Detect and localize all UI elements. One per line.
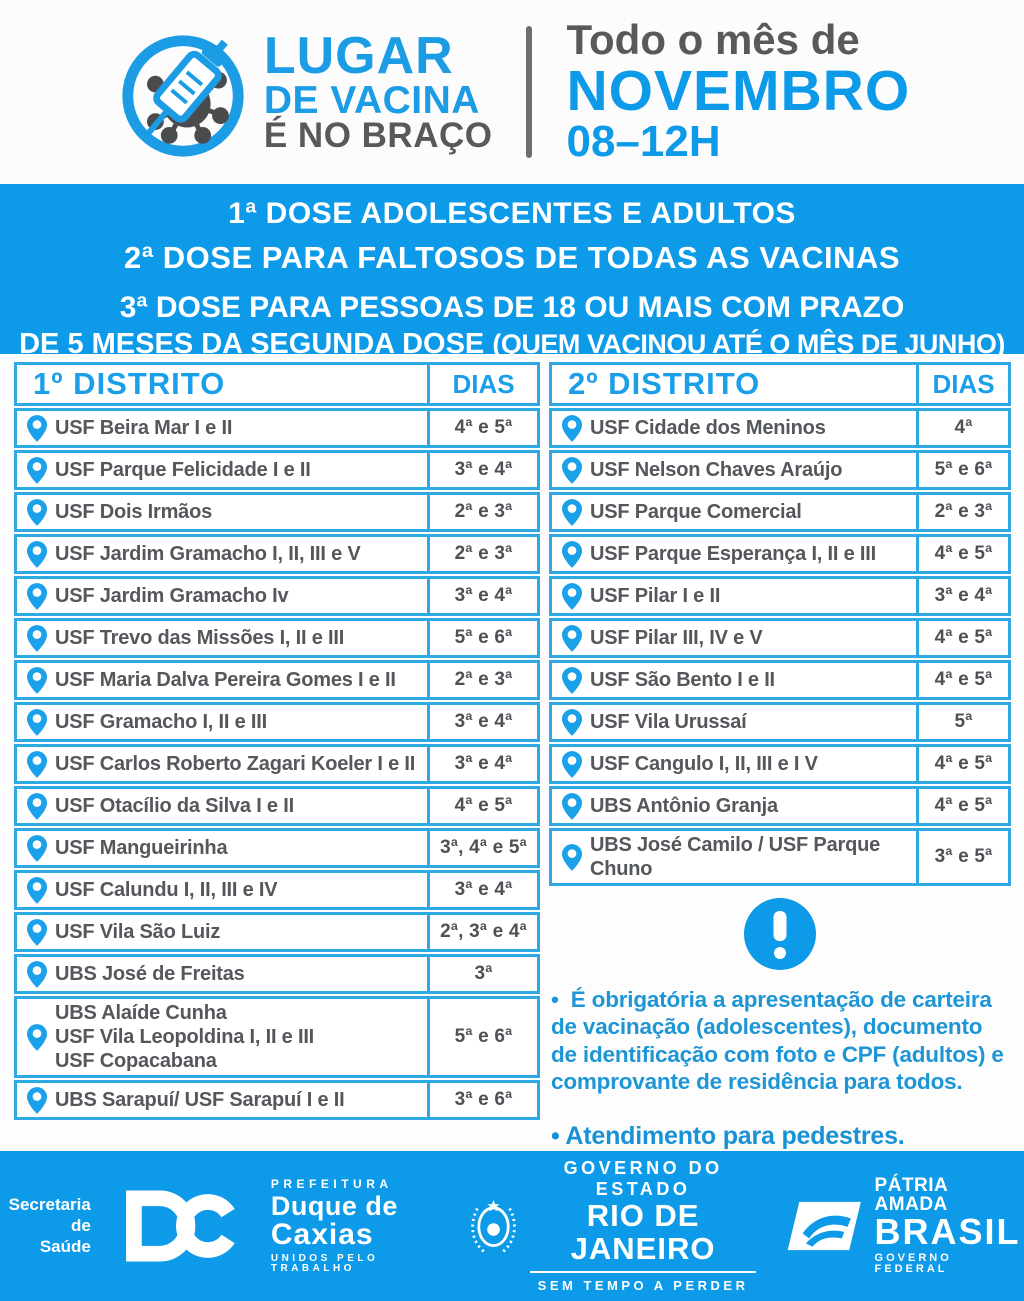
days-cell: 4ª e 5ª	[916, 537, 1008, 571]
location-pin-icon	[27, 667, 47, 694]
location-pin-icon	[27, 793, 47, 820]
facility-cell	[17, 915, 427, 949]
days-cell: 5ª	[916, 705, 1008, 739]
governo-federal-text	[875, 1176, 1024, 1275]
facility-cell	[552, 579, 916, 613]
district2-rows	[549, 408, 1011, 886]
days-cell: 3ª e 4ª	[427, 705, 537, 739]
location-pin-icon	[27, 499, 47, 526]
location-pin-icon	[562, 541, 582, 568]
logo-line1: LUGAR	[263, 27, 454, 86]
facility-cell	[552, 453, 916, 487]
table-row	[14, 450, 540, 490]
facility-name: UBS José de Freitas	[55, 963, 245, 985]
facility-name: USF Vila Urussaí	[590, 711, 747, 733]
location-pin-icon	[27, 457, 47, 484]
days-cell: 3ª e 4ª	[427, 747, 537, 781]
days-cell: 2ª e 3ª	[427, 663, 537, 697]
district2-title: 2º DISTRITO	[568, 366, 761, 401]
prefeitura-name1: Duque de	[270, 1190, 398, 1221]
facility-name: USF Gramacho I, II e III	[55, 711, 267, 733]
facility-cell	[17, 789, 427, 823]
location-pin-icon	[27, 583, 47, 610]
table-row	[14, 408, 540, 448]
secretaria-line2: Saúde	[39, 1237, 91, 1257]
brasil-flag-icon	[786, 1198, 863, 1254]
facility-cell	[17, 537, 427, 571]
notice	[549, 898, 1011, 1151]
facility-name: USF Mangueirinha	[55, 837, 228, 859]
days-cell: 3ª e 4ª	[427, 579, 537, 613]
location-pin-icon	[562, 625, 582, 652]
schedule-block	[566, 16, 911, 167]
facility-cell	[17, 411, 427, 445]
table-row	[549, 450, 1011, 490]
facility-name: USF Cangulo I, II, III e I V	[590, 753, 818, 775]
days-cell: 4ª e 5ª	[916, 747, 1008, 781]
table-row	[549, 576, 1011, 616]
banner-line2: 2ª DOSE PARA FALTOSOS DE TODAS AS VACINAS	[123, 240, 901, 275]
exclamation-dot	[774, 947, 786, 959]
dose-banner	[0, 184, 1024, 360]
facility-name: USF Cidade dos Meninos	[590, 417, 826, 439]
table-row	[549, 702, 1011, 742]
days-cell: 3ª	[427, 957, 537, 991]
facility-name: UBS José Camilo / USF Parque Chuno	[590, 834, 881, 880]
table-row	[14, 744, 540, 784]
table-row	[14, 702, 540, 742]
notice-pedestrians	[551, 1122, 1009, 1151]
syringe-virus-icon	[114, 23, 252, 161]
days-cell: 2ª, 3ª e 4ª	[427, 915, 537, 949]
table-row	[549, 492, 1011, 532]
location-pin-icon	[562, 499, 582, 526]
facility-cell	[17, 999, 427, 1075]
facility-name: USF Parque Felicidade I e II	[55, 459, 311, 481]
prefeitura-text	[271, 1178, 439, 1274]
notice-paragraph	[551, 986, 1009, 1096]
banner-line3: 3ª DOSE PARA PESSOAS DE 18 OU MAIS COM PRAZO	[119, 291, 905, 324]
governo-estado-slogan: SEM TEMPO A PERDER	[530, 1271, 756, 1293]
logo-line3: É NO BRAÇO	[263, 115, 493, 155]
table-row	[14, 1080, 540, 1120]
days-cell: 3ª, 4ª e 5ª	[427, 831, 537, 865]
facility-name: USF Parque Comercial	[590, 501, 802, 523]
facility-name: USF Trevo das Missões I, II e III	[55, 627, 345, 649]
schedule-month-prefix: Todo o mês de	[566, 16, 860, 64]
banner-line1: 1ª DOSE ADOLESCENTES E ADULTOS	[228, 197, 796, 230]
location-pin-icon	[562, 709, 582, 736]
location-pin-icon	[27, 751, 47, 778]
facility-cell	[552, 411, 916, 445]
district1-header	[14, 362, 540, 406]
secretaria-line1: Secretaria de	[8, 1194, 91, 1236]
days-cell: 3ª e 4ª	[427, 873, 537, 907]
table-row	[549, 828, 1011, 886]
days-cell: 2ª e 3ª	[427, 495, 537, 529]
location-pin-icon	[27, 877, 47, 904]
facility-name: USF Beira Mar I e II	[55, 417, 233, 439]
district2-column	[549, 362, 1011, 1151]
location-pin-icon	[27, 961, 47, 988]
table-row	[549, 618, 1011, 658]
facility-cell	[17, 873, 427, 907]
table-row	[14, 954, 540, 994]
campaign-logo	[114, 23, 493, 161]
days-cell: 3ª e 4ª	[916, 579, 1008, 613]
location-pin-icon	[562, 583, 582, 610]
days-cell: 5ª e 6ª	[427, 621, 537, 655]
facility-cell	[552, 663, 916, 697]
district1-rows	[14, 408, 540, 1120]
logo-line2: DE VACINA	[263, 78, 480, 122]
campaign-logo-text	[263, 27, 493, 155]
location-pin-icon	[27, 1087, 47, 1114]
location-pin-icon	[27, 835, 47, 862]
governo-federal-label: GOVERNO FEDERAL	[874, 1252, 952, 1276]
table-row	[549, 408, 1011, 448]
district2-days-header: DIAS	[916, 365, 1008, 403]
days-cell: 4ª e 5ª	[916, 621, 1008, 655]
notice-pedestrians-text: Atendimento para pedestres.	[565, 1121, 905, 1150]
governo-estado-text	[530, 1158, 756, 1293]
facility-cell	[17, 957, 427, 991]
header	[0, 0, 1024, 184]
facility-cell	[17, 495, 427, 529]
prefeitura-slogan: UNIDOS PELO TRABALHO	[270, 1252, 379, 1274]
district2-header	[549, 362, 1011, 406]
days-cell: 4ª	[916, 411, 1008, 445]
facility-name: USF Carlos Roberto Zagari Koeler I e II	[55, 753, 416, 775]
facility-name: UBS Sarapuí/ USF Sarapuí I e II	[55, 1089, 345, 1111]
prefeitura-logo	[121, 1187, 241, 1265]
facility-cell	[17, 621, 427, 655]
days-cell: 2ª e 3ª	[427, 537, 537, 571]
table-row	[549, 660, 1011, 700]
location-pin-icon	[562, 751, 582, 778]
header-divider	[526, 26, 532, 158]
location-pin-icon	[562, 667, 582, 694]
facility-name: USF São Bento I e II	[590, 669, 775, 691]
governo-estado-line2: RIO DE JANEIRO	[570, 1198, 716, 1266]
district1-title: 1º DISTRITO	[33, 366, 226, 401]
days-cell: 2ª e 3ª	[916, 495, 1008, 529]
table-row	[14, 786, 540, 826]
facility-cell	[552, 747, 916, 781]
patria-amada-label: PÁTRIA AMADA	[874, 1175, 948, 1216]
footer	[0, 1151, 1024, 1301]
district1-days-header: DIAS	[427, 365, 537, 403]
days-cell: 3ª e 6ª	[427, 1083, 537, 1117]
facility-name: USF Pilar III, IV e V	[590, 627, 763, 649]
location-pin-icon	[27, 1024, 47, 1051]
prefeitura-label: PREFEITURA	[270, 1176, 393, 1191]
district1-table	[14, 362, 540, 1120]
facility-name: USF Jardim Gramacho Iv	[55, 585, 289, 607]
table-row	[14, 534, 540, 574]
facility-cell	[17, 831, 427, 865]
exclamation-bar	[774, 911, 787, 941]
location-pin-icon	[562, 793, 582, 820]
dc-monogram-icon	[121, 1187, 241, 1265]
days-cell: 4ª e 5ª	[916, 789, 1008, 823]
facility-name: USF Calundu I, II, III e IV	[55, 879, 278, 901]
days-cell: 4ª e 5ª	[427, 411, 537, 445]
facility-cell	[552, 621, 916, 655]
facility-name: USF Maria Dalva Pereira Gomes I e II	[55, 669, 396, 691]
days-cell: 3ª e 5ª	[916, 831, 1008, 883]
facility-name: USF Parque Esperança I, II e III	[590, 543, 876, 565]
table-row	[14, 576, 540, 616]
location-pin-icon	[562, 457, 582, 484]
governo-estado-line1: GOVERNO DO ESTADO	[563, 1158, 723, 1200]
facility-name: UBS Alaíde Cunha USF Vila Leopoldina I, II e III USF Copacabana	[55, 1002, 315, 1072]
days-cell: 3ª e 4ª	[427, 453, 537, 487]
facility-cell	[552, 495, 916, 529]
facility-cell	[17, 747, 427, 781]
facility-cell	[552, 831, 916, 883]
schedule-month: NOVEMBRO	[566, 58, 911, 123]
days-cell: 5ª e 6ª	[916, 453, 1008, 487]
facility-cell	[17, 1083, 427, 1117]
location-pin-icon	[562, 844, 582, 871]
days-cell: 4ª e 5ª	[916, 663, 1008, 697]
facility-name: USF Pilar I e II	[590, 585, 721, 607]
location-pin-icon	[27, 541, 47, 568]
days-cell: 5ª e 6ª	[427, 999, 537, 1075]
table-row	[14, 660, 540, 700]
facility-cell	[17, 453, 427, 487]
exclamation-icon	[744, 898, 816, 970]
facility-cell	[17, 705, 427, 739]
table-row	[549, 534, 1011, 574]
schedule-hours: 08–12H	[566, 117, 721, 167]
facility-cell	[552, 789, 916, 823]
facility-name: USF Vila São Luiz	[55, 921, 221, 943]
table-row	[14, 618, 540, 658]
table-row	[14, 492, 540, 532]
facility-cell	[17, 579, 427, 613]
brasil-label: BRASIL	[874, 1211, 1021, 1253]
facility-cell	[552, 537, 916, 571]
notice-paragraph-text: É obrigatória a apresentação de carteira de vacinação (adolescentes), documento de identificação com foto e CPF (adultos) e comprovante de residência para todos.	[551, 987, 1004, 1095]
facility-name: UBS Antônio Granja	[590, 795, 778, 817]
table-row	[14, 996, 540, 1078]
notice-bullet2: •	[551, 1121, 560, 1150]
facility-name: USF Dois Irmãos	[55, 501, 213, 523]
days-cell: 4ª e 5ª	[427, 789, 537, 823]
governo-estado-logo	[469, 1158, 756, 1293]
facility-name: USF Otacílio da Silva I e II	[55, 795, 294, 817]
facility-name: USF Jardim Gramacho I, II, III e V	[55, 543, 361, 565]
governo-federal-logo	[786, 1176, 1024, 1275]
district-tables	[0, 354, 1024, 1151]
banner-line4-note: (QUEM VACINOU ATÉ O MÊS DE JUNHO)	[492, 329, 1005, 359]
location-pin-icon	[27, 625, 47, 652]
facility-name: USF Nelson Chaves Araújo	[590, 459, 843, 481]
table-row	[14, 870, 540, 910]
table-row	[549, 744, 1011, 784]
notice-bullet: •	[551, 987, 559, 1012]
location-pin-icon	[27, 709, 47, 736]
secretaria-saude-label	[0, 1194, 91, 1258]
table-row	[14, 912, 540, 952]
facility-cell	[552, 705, 916, 739]
location-pin-icon	[562, 415, 582, 442]
prefeitura-name2: Caxias	[270, 1217, 374, 1251]
banner-line4-bold: DE 5 MESES DA SEGUNDA DOSE	[19, 328, 485, 360]
table-row	[14, 828, 540, 868]
table-row	[549, 786, 1011, 826]
facility-cell	[17, 663, 427, 697]
location-pin-icon	[27, 919, 47, 946]
rio-coat-of-arms-icon	[469, 1190, 518, 1262]
location-pin-icon	[27, 415, 47, 442]
district2-table	[549, 362, 1011, 886]
